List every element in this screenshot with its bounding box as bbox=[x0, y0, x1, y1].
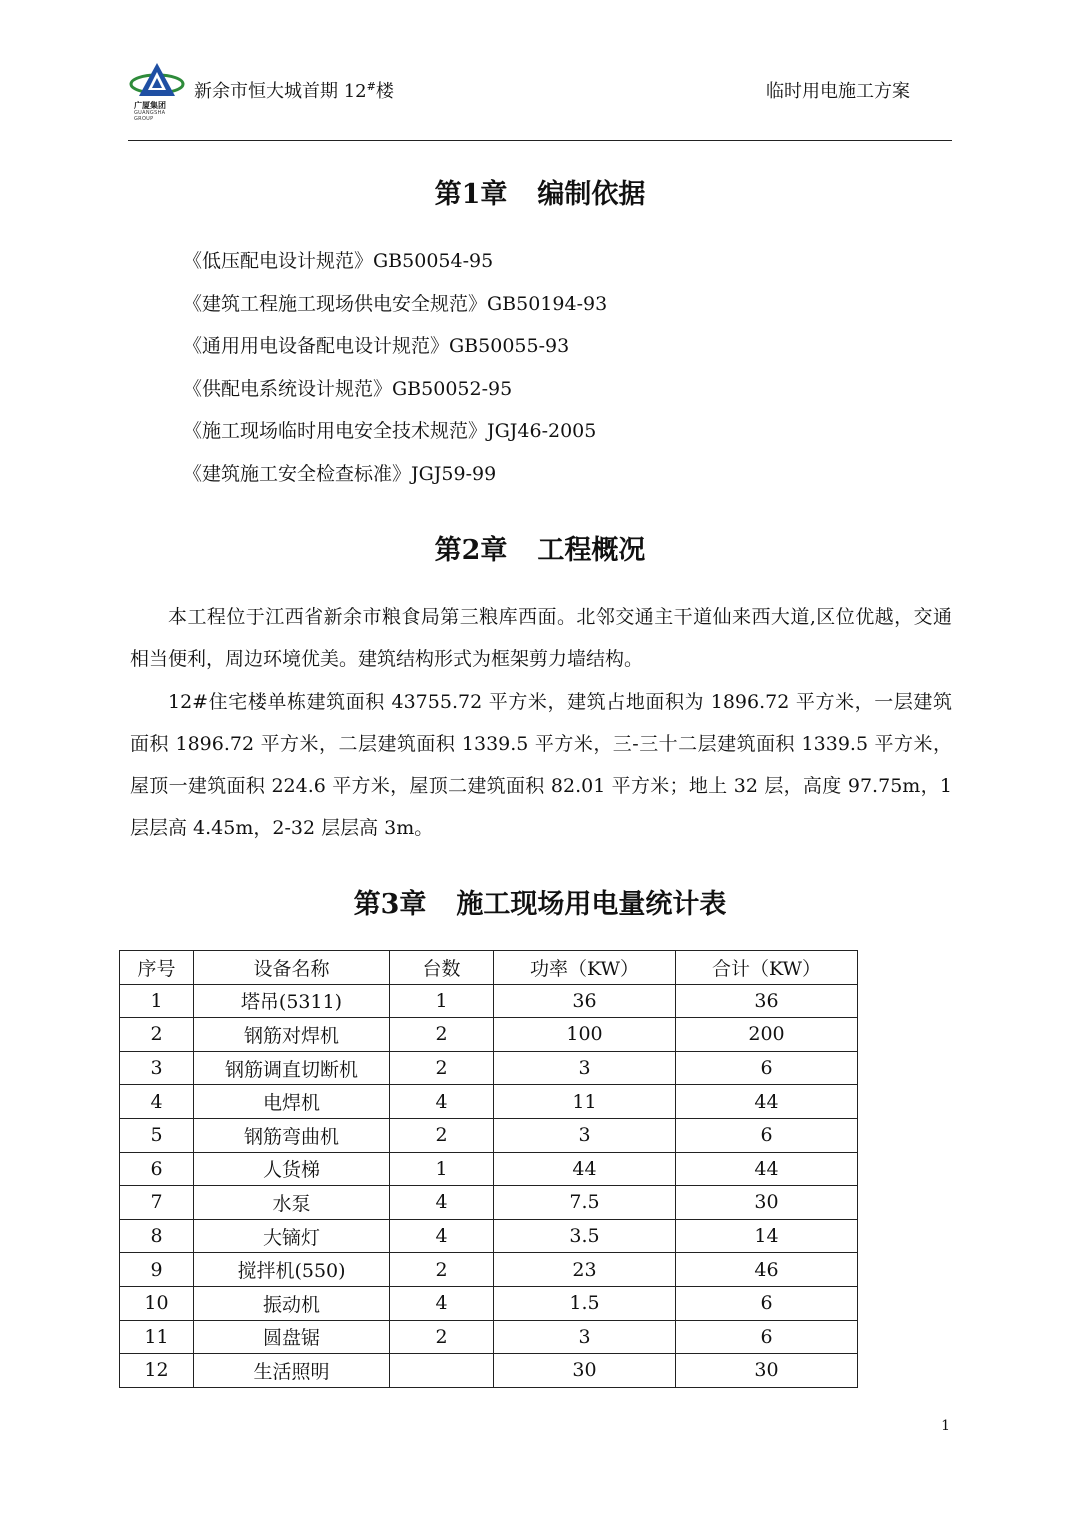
cell-index: 4 bbox=[120, 1085, 194, 1119]
chapter-1-heading bbox=[0, 172, 1080, 211]
chapter-number: 第1章 bbox=[434, 179, 508, 210]
cell-equipment: 钢筋调直切断机 bbox=[194, 1051, 390, 1085]
cell-power: 100 bbox=[494, 1018, 676, 1052]
cell-power: 11 bbox=[494, 1085, 676, 1119]
chapter-title: 编制依据 bbox=[537, 179, 646, 210]
cell-power: 3 bbox=[494, 1051, 676, 1085]
cell-total: 6 bbox=[676, 1286, 858, 1320]
table-row bbox=[120, 1018, 858, 1052]
reference-item: 《通用用电设备配电设计规范》GB50055-93 bbox=[183, 335, 570, 357]
cell-power: 30 bbox=[494, 1354, 676, 1388]
cell-power: 7.5 bbox=[494, 1186, 676, 1220]
chapter-3-heading bbox=[0, 882, 1080, 921]
cell-power: 3 bbox=[494, 1320, 676, 1354]
reference-item: 《建筑工程施工现场供电安全规范》GB50194-93 bbox=[183, 292, 608, 315]
table-header-row bbox=[120, 951, 858, 985]
cell-quantity: 4 bbox=[390, 1286, 494, 1320]
table-row bbox=[120, 1320, 858, 1354]
cell-index: 10 bbox=[120, 1286, 194, 1320]
col-header-quantity: 台数 bbox=[390, 951, 494, 985]
cell-quantity: 4 bbox=[390, 1219, 494, 1253]
cell-index: 2 bbox=[120, 1018, 194, 1052]
table-row bbox=[120, 1354, 858, 1388]
cell-power: 3.5 bbox=[494, 1219, 676, 1253]
cell-total: 6 bbox=[676, 1320, 858, 1354]
cell-quantity: 2 bbox=[390, 1118, 494, 1152]
cell-equipment: 圆盘锯 bbox=[194, 1320, 390, 1354]
cell-equipment: 生活照明 bbox=[194, 1354, 390, 1388]
cell-quantity: 4 bbox=[390, 1085, 494, 1119]
cell-power: 1.5 bbox=[494, 1286, 676, 1320]
cell-power: 3 bbox=[494, 1118, 676, 1152]
page-number: 1 bbox=[941, 1418, 950, 1434]
chapter-number: 第3章 bbox=[353, 889, 427, 920]
cell-index: 11 bbox=[120, 1320, 194, 1354]
col-header-total: 合计（KW） bbox=[676, 951, 858, 985]
cell-index: 1 bbox=[120, 984, 194, 1018]
power-usage-table bbox=[119, 950, 858, 1388]
reference-item: 《供配电系统设计规范》GB50052-95 bbox=[183, 377, 513, 400]
cell-power: 44 bbox=[494, 1152, 676, 1186]
cell-total: 44 bbox=[676, 1085, 858, 1119]
cell-equipment: 大镝灯 bbox=[194, 1219, 390, 1253]
cell-index: 7 bbox=[120, 1186, 194, 1220]
cell-quantity: 4 bbox=[390, 1186, 494, 1220]
cell-equipment: 钢筋对焊机 bbox=[194, 1018, 390, 1052]
cell-index: 8 bbox=[120, 1219, 194, 1253]
cell-quantity: 1 bbox=[390, 984, 494, 1018]
table-row bbox=[120, 1152, 858, 1186]
table-row bbox=[120, 1286, 858, 1320]
cell-power: 36 bbox=[494, 984, 676, 1018]
reference-item: 《施工现场临时用电安全技术规范》JGJ46-2005 bbox=[183, 420, 597, 442]
cell-index: 6 bbox=[120, 1152, 194, 1186]
col-header-equipment: 设备名称 bbox=[194, 951, 390, 985]
cell-total: 6 bbox=[676, 1051, 858, 1085]
logo-subtitle: GUANGSHA GROUP bbox=[134, 110, 166, 122]
header-document-title: 临时用电施工方案 bbox=[766, 81, 910, 102]
table-row bbox=[120, 1118, 858, 1152]
reference-item: 《建筑施工安全检查标准》JGJ59-99 bbox=[183, 462, 497, 485]
cell-quantity: 2 bbox=[390, 1051, 494, 1085]
cell-total: 200 bbox=[676, 1018, 858, 1052]
chapter-title: 施工现场用电量统计表 bbox=[456, 889, 727, 920]
table-row bbox=[120, 1253, 858, 1287]
table-row bbox=[120, 1219, 858, 1253]
cell-quantity: 2 bbox=[390, 1018, 494, 1052]
reference-list bbox=[183, 244, 607, 499]
table-row bbox=[120, 1085, 858, 1119]
cell-total: 44 bbox=[676, 1152, 858, 1186]
cell-equipment: 水泵 bbox=[194, 1186, 390, 1220]
cell-quantity bbox=[390, 1354, 494, 1388]
cell-quantity: 2 bbox=[390, 1320, 494, 1354]
cell-quantity: 2 bbox=[390, 1253, 494, 1287]
chapter-2-heading bbox=[0, 528, 1080, 567]
overview-paragraph-area: 12#住宅楼单栋建筑面积 43755.72 平方米，建筑占地面积为 1896.72 平方米，一层建筑面积 1896.72 平方米，二层建筑面积 1339.5 平方米，三-三十二层建筑面积 1339.5 平方米，屋顶一建筑面积 224.6 平方米，屋顶二建筑面积 82.01 平方米；地上 32 层，高度 97.75m，1 层层高 4.45m，2-32 层层高 3m。 bbox=[130, 690, 952, 840]
cell-index: 5 bbox=[120, 1118, 194, 1152]
reference-item: 《低压配电设计规范》GB50054-95 bbox=[183, 250, 494, 272]
cell-quantity: 1 bbox=[390, 1152, 494, 1186]
cell-total: 36 bbox=[676, 984, 858, 1018]
chapter-number: 第2章 bbox=[434, 535, 508, 566]
page-header bbox=[128, 58, 952, 141]
col-header-index: 序号 bbox=[120, 951, 194, 985]
chapter-title: 工程概况 bbox=[537, 535, 646, 566]
cell-total: 30 bbox=[676, 1186, 858, 1220]
header-project-title: 新余市恒大城首期 12#楼 bbox=[194, 80, 394, 102]
logo-name: 广厦集团 bbox=[134, 101, 166, 110]
table-row bbox=[120, 1186, 858, 1220]
cell-total: 46 bbox=[676, 1253, 858, 1287]
cell-total: 30 bbox=[676, 1354, 858, 1388]
logo-mountain-icon bbox=[128, 60, 186, 102]
cell-equipment: 人货梯 bbox=[194, 1152, 390, 1186]
cell-equipment: 钢筋弯曲机 bbox=[194, 1118, 390, 1152]
table-row bbox=[120, 1051, 858, 1085]
table-row bbox=[120, 984, 858, 1018]
col-header-power: 功率（KW） bbox=[494, 951, 676, 985]
project-overview bbox=[130, 596, 952, 850]
cell-total: 14 bbox=[676, 1219, 858, 1253]
overview-paragraph-location: 本工程位于江西省新余市粮食局第三粮库西面。北邻交通主干道仙来西大道,区位优越，交通相当便利，周边环境优美。建筑结构形式为框架剪力墙结构。 bbox=[130, 606, 952, 671]
company-logo bbox=[128, 60, 186, 122]
cell-equipment: 塔吊(5311) bbox=[194, 984, 390, 1018]
cell-equipment: 电焊机 bbox=[194, 1085, 390, 1119]
cell-index: 9 bbox=[120, 1253, 194, 1287]
cell-total: 6 bbox=[676, 1118, 858, 1152]
cell-equipment: 振动机 bbox=[194, 1286, 390, 1320]
cell-index: 12 bbox=[120, 1354, 194, 1388]
cell-power: 23 bbox=[494, 1253, 676, 1287]
cell-equipment: 搅拌机(550) bbox=[194, 1253, 390, 1287]
cell-index: 3 bbox=[120, 1051, 194, 1085]
